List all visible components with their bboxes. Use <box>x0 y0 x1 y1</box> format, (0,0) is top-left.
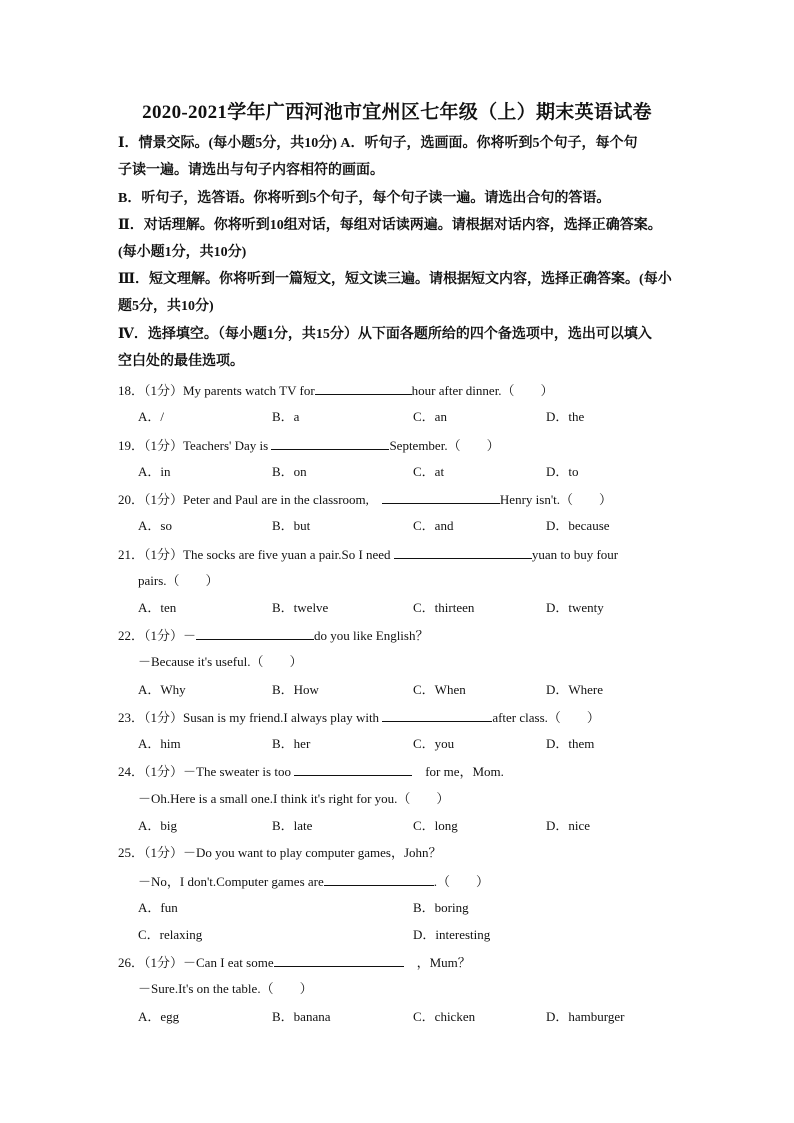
section-4-instructions <box>118 321 678 375</box>
question-23 <box>118 708 678 727</box>
answer-blank[interactable] <box>315 381 412 395</box>
question-25: 25．（1分）－Do you want to play computer games，John？ <box>118 845 442 860</box>
option-c[interactable]: C．long <box>413 818 458 833</box>
question-26-suffix: ，Mum？ <box>403 955 471 970</box>
section-4-line-1: Ⅳ．选择填空。（每小题1分，共15分）从下面各题所给的四个备选项中，选出可以填入 <box>118 327 652 342</box>
answer-blank[interactable] <box>382 490 500 504</box>
section-3-line-2: 题5分，共10分) <box>118 299 214 314</box>
question-20 <box>118 490 678 509</box>
question-20-suffix: Henry isn't.（ ） <box>499 492 613 507</box>
question-18-prefix: 18．（1分）My parents watch TV for <box>118 383 315 398</box>
question-22-response: －Because it's useful.（ ） <box>138 654 303 669</box>
option-b[interactable]: B．banana <box>272 1009 331 1024</box>
question-18 <box>118 381 678 400</box>
section-3-line-1: Ⅲ．短文理解。你将听到一篇短文，短文读三遍。请根据短文内容，选择正确答案。(每小 <box>118 272 672 287</box>
option-c[interactable]: C．you <box>413 736 455 751</box>
option-d[interactable]: D．to <box>546 464 579 479</box>
question-24 <box>118 762 678 781</box>
question-25-response <box>138 872 489 891</box>
section-1-line-2: 子读一遍。请选出与句子内容相符的画面。 <box>118 163 384 178</box>
answer-blank[interactable] <box>274 953 404 967</box>
option-d[interactable]: D．interesting <box>413 927 491 942</box>
option-d[interactable]: D．because <box>546 518 610 533</box>
question-24-prefix: 24．（1分）－The sweater is too <box>118 764 295 779</box>
section-3-instructions <box>118 266 678 320</box>
question-23-prefix: 23．（1分）Susan is my friend.I always play with <box>118 710 383 725</box>
option-a[interactable]: A．Why <box>138 682 186 697</box>
option-c[interactable]: C．at <box>413 464 445 479</box>
question-26 <box>118 953 678 972</box>
option-a[interactable]: A．/ <box>138 409 165 424</box>
question-22 <box>118 626 678 645</box>
option-c[interactable]: C．thirteen <box>413 600 475 615</box>
question-21-prefix: 21．（1分）The socks are five yuan a pair.So I need <box>118 547 394 562</box>
question-19-prefix: 19．（1分）Teachers' Day is <box>118 438 272 453</box>
option-c[interactable]: C．an <box>413 409 447 424</box>
question-25-response-suffix: .（ ） <box>433 874 490 889</box>
option-b[interactable]: B．on <box>272 464 307 479</box>
option-a[interactable]: A．so <box>138 518 172 533</box>
answer-blank[interactable] <box>394 545 532 559</box>
option-d[interactable]: D．nice <box>546 818 591 833</box>
section-2-instructions <box>118 212 678 266</box>
option-d[interactable]: D．them <box>546 736 595 751</box>
option-a[interactable]: A．egg <box>138 1009 180 1024</box>
section-2-line-1: Ⅱ．对话理解。你将听到10组对话，每组对话读两遍。请根据对话内容，选择正确答案。 <box>118 218 662 233</box>
section-1-line-1: Ⅰ．情景交际。(每小题5分，共10分) A．听句子，选画面。你将听到5个句子，每个句 <box>118 136 638 151</box>
answer-blank[interactable] <box>324 872 434 886</box>
question-25-response-prefix: －No，I don't.Computer games are <box>138 874 324 889</box>
question-22-suffix: do you like English？ <box>314 628 429 643</box>
option-c[interactable]: C．relaxing <box>138 927 203 942</box>
answer-blank[interactable] <box>271 436 389 450</box>
option-b[interactable]: B．late <box>272 818 313 833</box>
question-26-response: －Sure.It's on the table.（ ） <box>138 981 313 996</box>
section-4-line-2: 空白处的最佳选项。 <box>118 354 244 369</box>
question-23-suffix: after class.（ ） <box>492 710 600 725</box>
option-d[interactable]: D．hamburger <box>546 1009 625 1024</box>
question-24-suffix: for me，Mom. <box>412 764 504 779</box>
question-20-prefix: 20．（1分）Peter and Paul are in the classroom, <box>118 492 382 507</box>
question-21-suffix: yuan to buy four <box>531 547 619 562</box>
question-21 <box>118 545 678 564</box>
question-26-prefix: 26．（1分）－Can I eat some <box>118 955 274 970</box>
option-b[interactable]: B．boring <box>413 900 469 915</box>
option-a[interactable]: A．ten <box>138 600 177 615</box>
option-c[interactable]: C．and <box>413 518 454 533</box>
option-a[interactable]: A．big <box>138 818 178 833</box>
question-18-suffix: hour after dinner.（ ） <box>411 383 554 398</box>
option-a[interactable]: A．in <box>138 464 171 479</box>
option-b[interactable]: B．twelve <box>272 600 329 615</box>
option-a[interactable]: A．him <box>138 736 181 751</box>
option-a[interactable]: A．fun <box>138 900 178 915</box>
section-1b-instructions: B．听句子，选答语。你将听到5个句子，每个句子读一遍。请选出合句的答语。 <box>118 191 611 206</box>
question-22-prefix: 22．（1分）－ <box>118 628 197 643</box>
question-24-response: －Oh.Here is a small one.I think it's right for you.（ ） <box>138 791 450 806</box>
section-1-instructions <box>118 130 678 184</box>
answer-blank[interactable] <box>196 626 314 640</box>
section-2-line-2: (每小题1分，共10分) <box>118 245 247 260</box>
option-b[interactable]: B．How <box>272 682 319 697</box>
question-19-suffix: September.（ ） <box>389 438 500 453</box>
option-d[interactable]: D．the <box>546 409 585 424</box>
option-d[interactable]: D．Where <box>546 682 604 697</box>
option-b[interactable]: B．her <box>272 736 311 751</box>
option-d[interactable]: D．twenty <box>546 600 604 615</box>
option-b[interactable]: B．a <box>272 409 300 424</box>
answer-blank[interactable] <box>382 708 492 722</box>
option-b[interactable]: B．but <box>272 518 311 533</box>
question-21-continuation: pairs.（ ） <box>138 573 219 588</box>
answer-blank[interactable] <box>294 762 412 776</box>
option-c[interactable]: C．When <box>413 682 466 697</box>
page-title: 2020-2021学年广西河池市宜州区七年级（上）期末英语试卷 <box>142 102 652 123</box>
option-c[interactable]: C．chicken <box>413 1009 476 1024</box>
question-19 <box>118 436 678 455</box>
